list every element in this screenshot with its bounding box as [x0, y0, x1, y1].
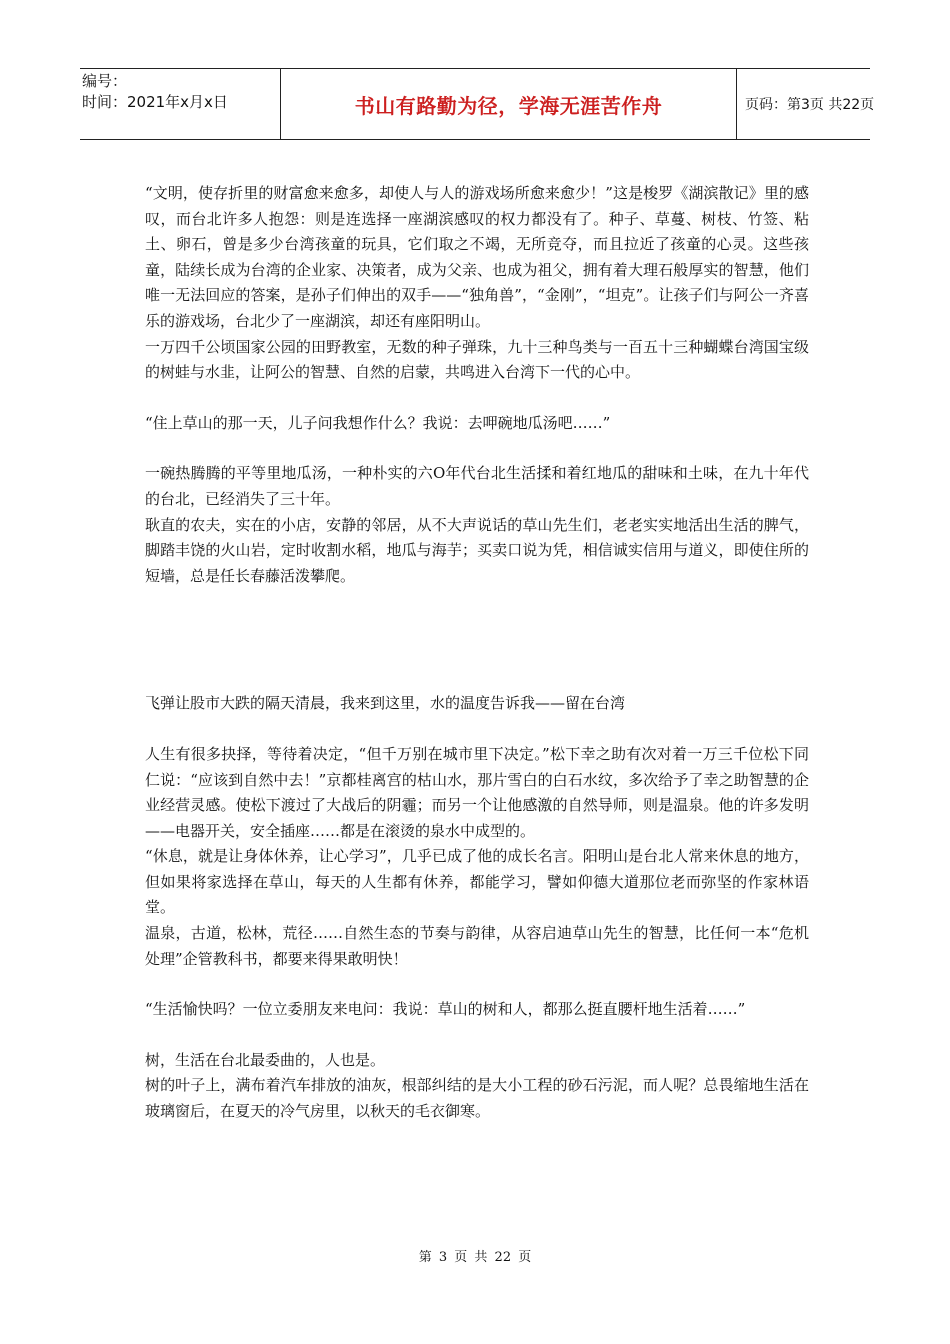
- header-meta: [80, 69, 280, 139]
- paragraph: 一碗热腾腾的平等里地瓜汤，一种朴实的六O年代台北生活揉和着红地瓜的甜味和土味，在九十年代的台北，已经消失了三十年。: [145, 464, 809, 508]
- page-footer: [0, 1246, 950, 1265]
- paragraph: “文明，使存折里的财富愈来愈多，却使人与人的游戏场所愈来愈少！”这是梭罗《湖滨散记》里的感叹，而台北许多人抱怨：则是连选择一座湖滨感叹的权力都没有了。种子、草蔓、树枝、竹签、粘土、卵石，曾是多少台湾孩童的玩具，它们取之不竭，无所竞夺，而且拉近了孩童的心灵。这些孩童，陆续长成为台湾的企业家、决策者，成为父亲、也成为祖父，拥有着大理石般厚实的智慧，他们唯一无法回应的答案，是孙子们伸出的双手——“独角兽”，“金刚”，“坦克”。让孩子们与阿公一齐喜乐的游戏场，台北少了一座湖滨，却还有座阳明山。: [145, 184, 809, 330]
- paragraph: “休息，就是让身体休养，让心学习”，几乎已成了他的成长名言。阳明山是台北人常来休息的地方，但如果将家选择在草山，每天的人生都有休养，都能学习，譬如仰德大道那位老而弥坚的作家林语堂。: [145, 847, 809, 917]
- header-motto-cell: [280, 69, 737, 139]
- paragraph: 树的叶子上，满布着汽车排放的油灰，根部纠结的是大小工程的砂石污泥，而人呢？总畏缩地生活在玻璃窗后，在夏天的冷气房里，以秋天的毛衣御寒。: [145, 1076, 809, 1121]
- paragraph: 人生有很多抉择，等待着决定，“但千万别在城市里下决定。”松下幸之助有次对着一万三千位松下同仁说：“应该到自然中去！”京都桂离宫的枯山水，那片雪白的白石水纹，多次给予了幸之助智慧的企业经营灵感。使松下渡过了大战后的阴霾；而另一个让他感激的自然导师，则是温泉。他的许多发明——电器开关，安全插座……都是在滚烫的泉水中成型的。: [145, 744, 809, 840]
- page-header: [80, 68, 875, 140]
- paragraph: 一万四千公顷国家公园的田野教室，无数的种子弹珠，九十三种鸟类与一百五十三种蝴蝶台湾国宝级的树蛙与水韭，让阿公的智慧、自然的启蒙，共鸣进入台湾下一代的心中。: [145, 337, 809, 382]
- paragraph: 飞弹让股市大跌的隔天清晨，我来到这里，水的温度告诉我——留在台湾: [145, 694, 626, 713]
- time-label: 时间：2021年x月x日: [82, 93, 228, 111]
- footer-page-number: 第 3 页 共 22 页: [418, 1250, 532, 1265]
- header-page-cell: [737, 69, 875, 139]
- number-label: 编号：: [82, 72, 128, 90]
- paragraph: 温泉，古道，松林，荒径……自然生态的节奏与韵律，从容启迪草山先生的智慧，比任何一本“危机处理”企管教科书，都要来得果敢明快！: [145, 924, 809, 968]
- motto: 书山有路勤为径，学海无涯苦作舟: [354, 93, 663, 118]
- paragraph: “生活愉快吗？一位立委朋友来电问：我说：草山的树和人，都那么挺直腰杆地生活着……”: [145, 1000, 746, 1019]
- paragraph: 树，生活在台北最委曲的，人也是。: [145, 1050, 386, 1069]
- paragraph: 耿直的农夫，实在的小店，安静的邻居，从不大声说话的草山先生们，老老实实地活出生活的脾气，脚踏丰饶的火山岩，定时收割水稻，地瓜与海芋；买卖口说为凭，相信诚实信用与道义，即使住所的短墙，总是任长春藤活泼攀爬。: [145, 515, 809, 585]
- document-body: [145, 181, 809, 1125]
- page-label: 页码：第3页 共22页: [745, 97, 875, 113]
- paragraph: “住上草山的那一天，儿子问我想作什么？我说：去呷碗地瓜汤吧……”: [145, 413, 611, 432]
